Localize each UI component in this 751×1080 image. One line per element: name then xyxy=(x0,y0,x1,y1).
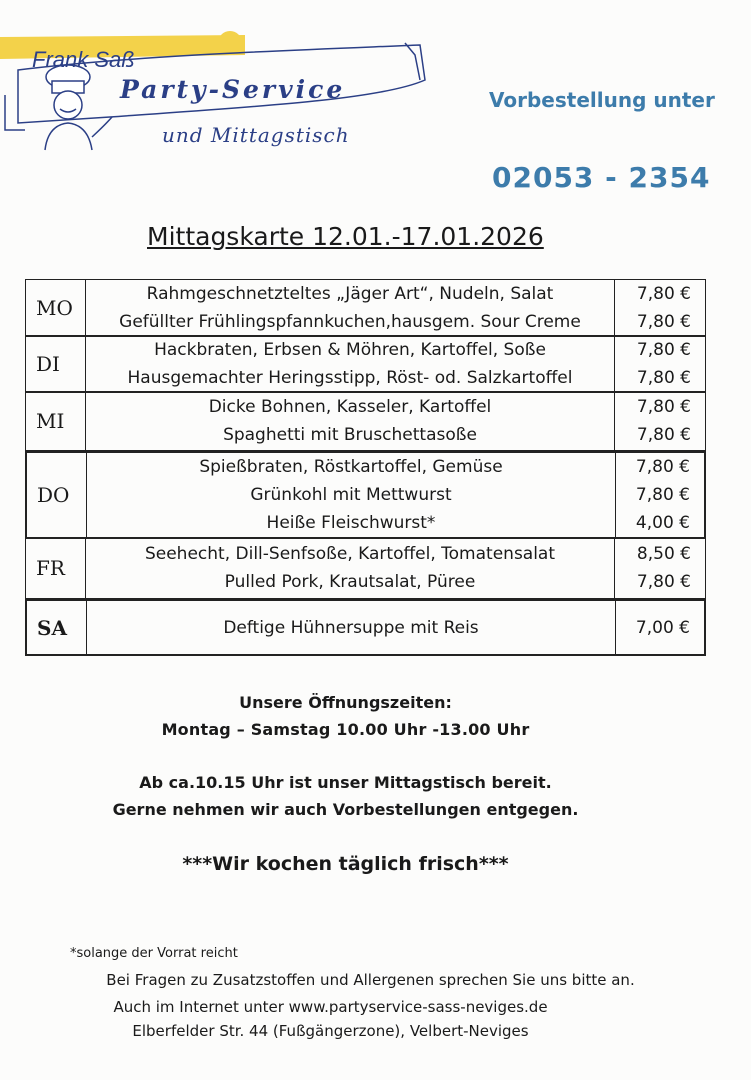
price: 7,80 € xyxy=(635,485,690,505)
dish: Hackbraten, Erbsen & Möhren, Kartoffel, Soße xyxy=(154,340,546,360)
price: 7,80 € xyxy=(636,340,691,360)
menu-row-mi xyxy=(25,391,706,451)
dish: Spaghetti mit Bruschettasoße xyxy=(223,425,477,445)
price: 4,00 € xyxy=(635,513,690,533)
menu-row-mo xyxy=(25,279,706,337)
menu-row-di xyxy=(25,335,706,393)
dish-list xyxy=(86,392,615,450)
price: 7,80 € xyxy=(636,284,691,304)
dish: Hausgemachter Heringsstipp, Röst- od. Salzkartoffel xyxy=(127,368,573,388)
price: 7,80 € xyxy=(635,457,690,477)
chef-icon xyxy=(45,65,112,150)
dish: Pulled Pork, Krautsalat, Püree xyxy=(224,572,476,592)
logo-owner-name: Frank Saß xyxy=(32,47,135,72)
menu-row-fr xyxy=(25,537,706,599)
logo xyxy=(0,25,430,160)
allergen-note: Bei Fragen zu Zusatzstoffen und Allergenen sprechen Sie uns bitte an. xyxy=(106,971,635,989)
menu-title: Mittagskarte 12.01.-17.01.2026 xyxy=(147,222,544,251)
logo-mittagstisch: und Mittagstisch xyxy=(162,123,350,147)
preorder-phone: 02053 - 2354 xyxy=(492,161,711,194)
price-list xyxy=(615,538,705,598)
preorder-label: Vorbestellung unter xyxy=(489,88,715,112)
price: 7,80 € xyxy=(636,397,691,417)
opening-hours-heading: Unsere Öffnungszeiten: xyxy=(239,693,452,712)
dish-list xyxy=(86,538,615,598)
day-label: FR xyxy=(26,538,86,598)
dish: Heiße Fleischwurst* xyxy=(266,513,436,533)
price-list xyxy=(615,280,705,336)
day-label: DI xyxy=(26,336,86,392)
day-label: MO xyxy=(26,280,86,336)
price: 7,80 € xyxy=(636,572,691,592)
price-list xyxy=(615,392,705,450)
price: 7,80 € xyxy=(636,312,691,332)
dish-list xyxy=(87,453,616,537)
price: 8,50 € xyxy=(636,544,691,564)
logo-party-service: Party-Service xyxy=(120,75,346,104)
day-label: DO xyxy=(27,453,87,537)
dish: Grünkohl mit Mettwurst xyxy=(250,485,452,505)
dish: Seehecht, Dill-Senfsoße, Kartoffel, Tomatensalat xyxy=(144,544,556,564)
dish: Spießbraten, Röstkartoffel, Gemüse xyxy=(199,457,503,477)
dish-list xyxy=(86,336,615,392)
price-list xyxy=(615,336,705,392)
opening-hours: Montag – Samstag 10.00 Uhr -13.00 Uhr xyxy=(161,720,530,739)
info-line-1: Ab ca.10.15 Uhr ist unser Mittagstisch bereit. xyxy=(139,773,552,792)
dish: Gefüllter Frühlingspfannkuchen,hausgem. Sour Creme xyxy=(119,312,581,332)
price-list xyxy=(616,453,704,537)
day-label: SA xyxy=(27,601,87,654)
dish: Rahmgeschnetzteltes „Jäger Art“, Nudeln, Salat xyxy=(146,284,554,304)
dish-list xyxy=(87,601,616,654)
address-line: Elberfelder Str. 44 (Fußgängerzone), Velbert-Neviges xyxy=(132,1022,529,1040)
website-line: Auch im Internet unter www.partyservice-sass-neviges.de xyxy=(113,998,548,1016)
day-label: MI xyxy=(26,392,86,450)
price-list xyxy=(616,601,704,654)
menu-row-sa xyxy=(25,599,706,656)
price: 7,80 € xyxy=(636,425,691,445)
price: 7,00 € xyxy=(635,617,690,638)
dish-list xyxy=(86,280,615,336)
footnote: *solange der Vorrat reicht xyxy=(70,946,238,961)
dish: Deftige Hühnersuppe mit Reis xyxy=(223,617,479,638)
slogan: ***Wir kochen täglich frisch*** xyxy=(182,853,509,875)
dish: Dicke Bohnen, Kasseler, Kartoffel xyxy=(208,397,492,417)
info-line-2: Gerne nehmen wir auch Vorbestellungen entgegen. xyxy=(112,800,579,819)
menu-row-do xyxy=(25,451,706,539)
price: 7,80 € xyxy=(636,368,691,388)
